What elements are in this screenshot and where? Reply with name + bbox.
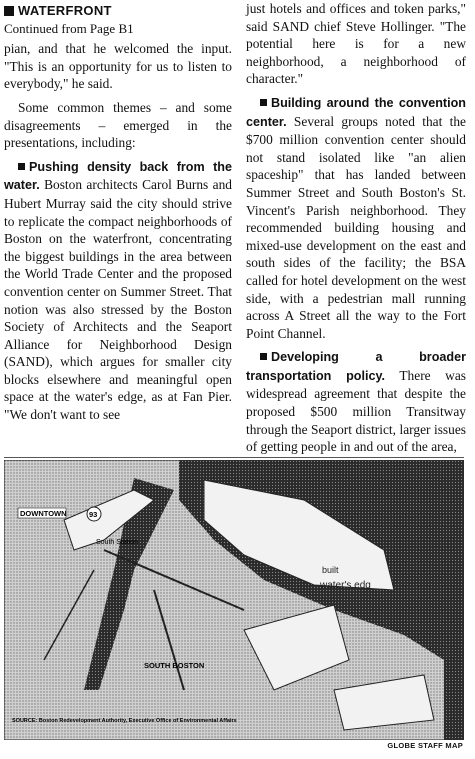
map-label-route: 93 — [89, 510, 98, 519]
bullet-body: Boston architects Carol Burns and Hubert Murray said the city should strive to replicate the compact neighborhoods of Boston on the waterfront, concentrating the biggest buildings in the area between the World Trade Center and the proposed convention center on Summer Street. That notion was also stressed by the Boston Society of Architects and the Seaport Alliance for Neighborhood Design (SAND), which argues for smaller city blocks elsewhere and meaningful open space at the water's edge, as at Fan Pier. "We don't want to see — [4, 177, 232, 423]
map-label-waters-edge: water's edg — [320, 580, 371, 591]
bullet-body: Several groups noted that the $700 million convention center should not stand isolated like "an alien spaceship" that has landed between Summer Street and South Boston's St. Vincent's Parish neighborhood. They recommended building housing and mixed-use development on the east and south sides of the facility; the BSA called for hotel development on the west side, with a pedestrian mall running across A Street all the way to the Fort Point Channel. — [246, 113, 466, 341]
bullet-heading: Developing a broader transportation policy. — [246, 350, 466, 383]
bullet-paragraph — [246, 348, 466, 456]
right-column — [246, 0, 466, 462]
map-label-south-boston: SOUTH BOSTON — [144, 661, 205, 670]
continued-line: Continued from Page B1 — [4, 20, 134, 36]
bullet-paragraph — [4, 158, 232, 424]
paragraph: Some common themes – and some disagreements – emerged in the presentations, including: — [4, 99, 232, 151]
paragraph: just hotels and offices and token parks," said SAND chief Steve Hollinger. "The potential here is for a new neighborhood, a neighborhood of character." — [246, 1, 466, 87]
kicker-label: WATERFRONT — [18, 3, 112, 18]
bullet-paragraph — [246, 94, 466, 342]
kicker-square-icon — [4, 6, 14, 16]
map-credit: GLOBE STAFF MAP — [387, 741, 463, 750]
waterfront-map — [4, 460, 464, 740]
map-source-note: SOURCE: Boston Redevelopment Authority, Executive Office of Environmental Affairs — [12, 718, 237, 724]
map-label-downtown: DOWNTOWN — [20, 509, 67, 518]
left-column — [4, 0, 232, 430]
section-kicker — [4, 2, 232, 20]
bullet-square-icon — [260, 353, 267, 360]
bullet-body: There was widespread agreement that despite the proposed $500 million Transitway through the Seaport district, larger issues of getting people in and out of the area, — [246, 367, 466, 455]
map-divider-rule — [4, 457, 464, 458]
bullet-heading: Building around the convention center. — [246, 95, 466, 129]
map-label-south-station: South Station — [96, 539, 139, 546]
bullet-square-icon — [260, 99, 267, 106]
paragraph: pian, and that he welcomed the input. "This is an opportunity for us to listen to everybody," he said. — [4, 41, 232, 92]
map-label-built: built — [322, 565, 339, 575]
bullet-square-icon — [18, 163, 25, 170]
bullet-heading: Pushing density back from the water. — [4, 159, 232, 193]
